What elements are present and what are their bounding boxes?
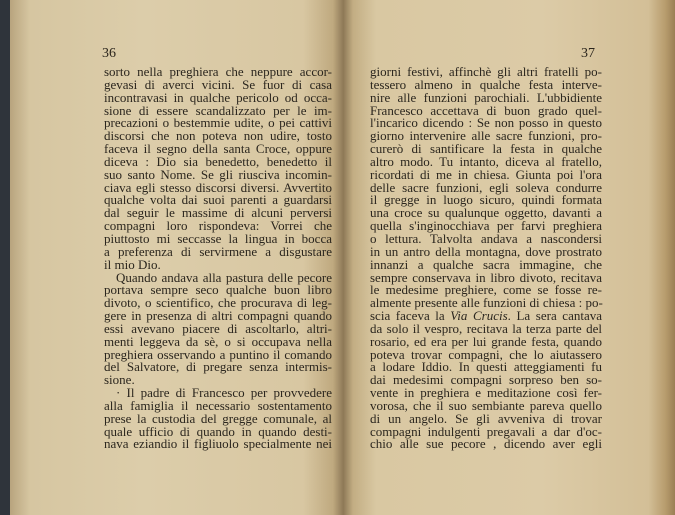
text-line: sempre conservava in libro divoto, recitava: [370, 269, 602, 285]
text-line: alla famiglia il necessario sostentamento: [104, 397, 332, 413]
text-line: sione di essere scandalizzato per le im-: [104, 102, 332, 118]
text-line: innanzi a qualche sacra immagine, che: [370, 256, 602, 272]
text-line: giorno intervenire alle sacre funzioni, pro-: [370, 128, 602, 144]
text-line: curerò di santificare la festa in qualche: [370, 141, 602, 157]
text-line: vorosa, che il suo sembiante pareva quello: [370, 397, 602, 413]
text-line: vente in preghiera e meditazione così fer-: [370, 385, 602, 401]
text-line: giorni festivi, affinchè gli altri fratelli po-: [370, 64, 602, 79]
text-line: in un antro della montagna, dove prostrato: [370, 243, 602, 259]
text-line: del Salvatore, di pregare senza intermis-: [104, 359, 332, 375]
text-line: suo santo Nome. Se gli riusciva incomin-: [104, 166, 332, 182]
left-page-text: [104, 66, 332, 451]
text-line: almente presente alle funzioni di chiesa : po-: [370, 295, 603, 311]
text-line: compagni loro rispondeva: Vorrei che: [104, 218, 332, 234]
text-line: qualche volta dai suoi parenti a guardarsi: [104, 192, 332, 208]
text-line: altro modo. Tu intanto, diceva al fratello,: [370, 153, 602, 169]
text-line: di un angelo. Se gli avveniva di trovar: [370, 410, 602, 426]
text-line: dai medesimi compagni sorpreso ben so-: [370, 372, 602, 388]
text-line: precazioni o bestemmie udite, o pei cattivi: [104, 115, 332, 131]
text-line: piuttosto mi seccasse la lingua in bocca: [104, 230, 332, 246]
text-line: dal seguir le massime di alcuni perversi: [104, 205, 332, 221]
text-line: faceva il segno della santa Croce, oppure: [104, 141, 332, 157]
text-line: rosario, ed era per lui grande festa, quando: [370, 333, 602, 349]
text-line: da solo il vespro, recitava la terza parte del: [370, 320, 602, 336]
text-line: sorto nella preghiera che neppure accor-: [104, 64, 332, 79]
page-number: 37: [581, 46, 595, 61]
text-line: sione.: [104, 372, 135, 388]
text-line: una croce su qualunque oggetto, davanti a: [370, 205, 602, 221]
text-line: discorsi che non poteva non udire, tosto: [104, 128, 332, 144]
text-line: gere in presenza di altri compagni quando: [104, 308, 332, 324]
text-line: Quando andava alla pastura delle pecore: [116, 269, 332, 285]
text-segment: . La sera cantava: [507, 308, 602, 324]
text-line: il gregge in luogo sicuro, quindi formata: [370, 192, 602, 208]
text-line: · Il padre di Francesco per provvedere: [116, 385, 332, 401]
right-page: [343, 0, 675, 515]
text-line: tessero almeno in qualche festa interve-: [370, 76, 602, 92]
text-line: a preferenza di servirmene a disgustare: [104, 243, 332, 259]
text-line: menti leggeva da sè, o si occupava nella: [104, 333, 332, 349]
text-line: chio alle sue pecore , dicendo aver egli: [370, 436, 602, 452]
left-page: [10, 0, 343, 515]
text-line: ciava egli stesso discorsi diversi. Avvertito: [104, 179, 332, 195]
text-line: ricordati di me in chiesa. Giunta poi l'ora: [370, 166, 602, 182]
text-line: incontravasi in qualche pericolo od occa-: [104, 89, 332, 105]
text-line: l'incarico dicendo : Se non posso in questo: [370, 115, 602, 131]
text-line: compagni indulgenti pregavali a dar d'oc-: [370, 423, 602, 439]
text-line: nava eziandio il figliuolo specialmente nei: [104, 436, 332, 452]
text-line: delle sacre funzioni, egli soleva condurre: [370, 179, 602, 195]
book-spread: [10, 0, 675, 515]
text-line: a lodare Iddio. In questi atteggiamenti fu: [370, 359, 602, 375]
text-line: preghiera osservando a puntino il comando: [104, 346, 332, 362]
text-line: Francesco accettava di buon grado quel-: [370, 102, 602, 118]
text-line: portava sempre seco qualche buon libro: [104, 282, 332, 298]
text-line: le medesime preghiere, come se fosse re-: [370, 282, 602, 298]
text-line: quella s'inginocchiava per farvi preghiera: [370, 218, 602, 234]
text-line: nire alle funzioni parochiali. L'ubbidiente: [370, 89, 602, 105]
text-line: diceva : Dio sia benedetto, benedetto il: [104, 153, 332, 169]
text-line: essi avevano piacere di ascoltarlo, altri-: [104, 320, 332, 336]
text-line: poteva trovar compagni, che lo aiutassero: [370, 346, 602, 362]
text-line: quale ufficio di quando in quando desti-: [104, 423, 332, 439]
page-number: 36: [102, 46, 116, 61]
text-line: il mio Dio.: [104, 256, 161, 272]
text-line: o lettura. Talvolta andava a nascondersi: [370, 230, 602, 246]
text-line: prese la custodia del gregge comunale, al: [104, 410, 332, 426]
right-page-text: [370, 66, 602, 451]
text-line: divoto, o scientifico, che procurava di leg-: [104, 295, 332, 311]
text-segment: scia faceva la: [370, 308, 451, 324]
italic-title: Via Crucis: [450, 308, 508, 324]
text-line: gevasi di averci vicini. Se fuor di casa: [104, 76, 332, 92]
